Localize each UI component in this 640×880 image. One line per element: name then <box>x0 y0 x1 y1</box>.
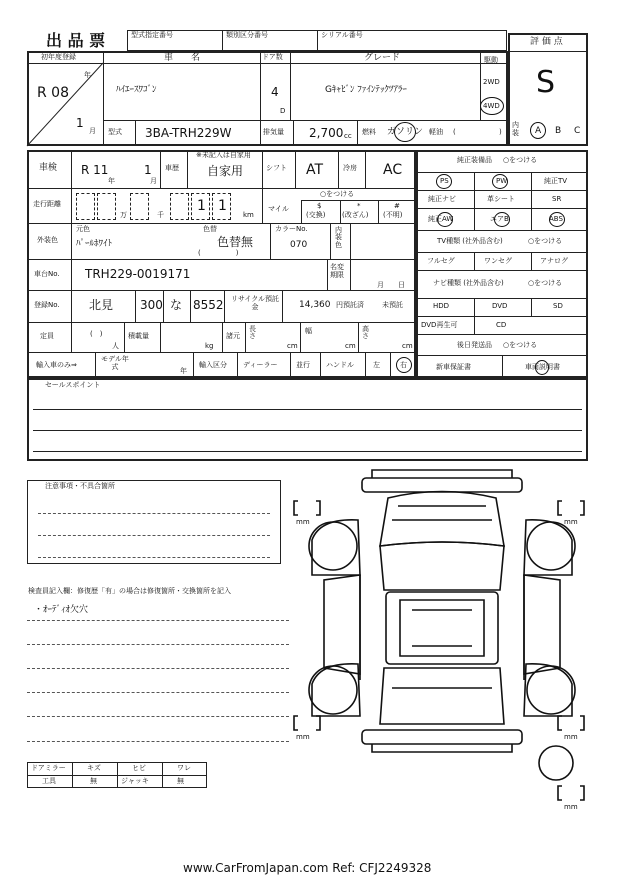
tire-unit-fl: mm <box>296 518 310 526</box>
grade-value: Gｷｬﾋﾞﾝ ﾌｧｲﾝﾃｯｸﾂｱﾗｰ <box>325 85 407 95</box>
chassis-value: TRH229-0019171 <box>85 267 191 281</box>
exterior-label: 外装色 <box>37 236 58 244</box>
model-label: 型式 <box>108 128 122 136</box>
import-only-label: 輸入車のみ⇒ <box>36 361 77 369</box>
inspection-month: 1 <box>144 163 152 177</box>
interior-label: 内装 <box>512 121 519 137</box>
inspection-label: 車検 <box>39 163 58 173</box>
recycle-amount: 14,360 <box>299 300 331 310</box>
inspection-era: R 11 <box>81 163 109 177</box>
light-oil-label: 軽油 <box>429 128 443 136</box>
capacity-label: 定員 <box>40 332 54 340</box>
displacement-label: 排気量 <box>263 128 284 136</box>
serial-label: シリアル番号 <box>321 31 363 39</box>
model-value: 3BA-TRH229W <box>145 126 232 140</box>
interior-color-label: 内装色 <box>335 226 342 249</box>
notes-title: 注意事項・不具合箇所 <box>45 482 115 490</box>
drive-label: 駆動 <box>484 56 498 64</box>
mileage-label: 走行距離 <box>33 200 61 208</box>
history-value: 自家用 <box>207 164 244 178</box>
reg-area: 北見 <box>89 298 114 312</box>
tire-unit-rl: mm <box>296 733 310 741</box>
color-no-value: 070 <box>290 240 308 250</box>
expiry-label: 名変期限 <box>330 263 344 279</box>
reg-class: 300 <box>140 298 163 312</box>
displacement-unit: cc <box>344 132 352 140</box>
exterior-color: ﾊﾟｰﾙﾎﾜｲﾄ <box>76 239 113 249</box>
mileage-digit-2: 1 <box>218 198 227 214</box>
interior-c: C <box>574 126 581 136</box>
fuel-value: ガソリン <box>387 127 424 137</box>
reg-number: 8552 <box>193 298 224 312</box>
sheet-title: 出 品 票 <box>46 31 106 50</box>
displacement-value: 2,700 <box>309 126 344 140</box>
inspector-entry: ・ｵｰﾃﾞｨｵ欠穴 <box>34 605 89 615</box>
ac-label: 冷房 <box>343 164 357 172</box>
tire-unit-fr: mm <box>564 518 578 526</box>
inspector-note: 検査員記入欄：修復歴「有」の場合は修復箇所・交換箇所を記入 <box>28 587 231 595</box>
color-change-value: 色替無 <box>217 235 254 249</box>
reg-kana: な <box>170 298 183 312</box>
car-name-label: 車 名 <box>164 53 201 63</box>
footer-ref: www.CarFromJapan.com Ref: CFJ2249328 <box>183 861 432 875</box>
rating-label: 評 価 点 <box>530 37 563 47</box>
door-suffix: D <box>280 107 286 115</box>
fuel-label: 燃料 <box>362 128 376 136</box>
reg-label: 登録No. <box>34 301 60 309</box>
drive-2wd: 2WD <box>483 78 500 86</box>
mile-label: マイル <box>268 205 289 213</box>
interior-b: B <box>555 126 562 136</box>
equip-title: 純正装備品 <box>457 156 492 164</box>
history-label: 車歴 <box>165 164 179 172</box>
month-unit: 月 <box>89 127 96 135</box>
drive-4wd: 4WD <box>483 102 500 110</box>
color-change-label: 色替 <box>203 225 217 233</box>
first-reg-year: R 08 <box>37 85 69 101</box>
recycle-label: リサイクル預託金 <box>230 295 280 312</box>
rating-value: S <box>536 65 556 100</box>
tire-unit-rr: mm <box>564 733 578 741</box>
orig-color-label: 元色 <box>76 225 90 233</box>
first-reg-month: 1 <box>76 116 84 130</box>
interior-a: A <box>535 126 542 136</box>
year-unit: 年 <box>84 71 91 79</box>
doors-value: 4 <box>271 85 279 99</box>
doors-label: ドア数 <box>262 53 283 61</box>
color-no-label: カラーNo. <box>275 225 308 233</box>
ac-value: AC <box>383 162 403 178</box>
history-note: ※未記入は自家用 <box>196 151 251 159</box>
mileage-check-note: ○をつける <box>320 190 355 198</box>
grade-label: グレード <box>364 53 401 63</box>
mileage-digit-1: 1 <box>197 198 206 214</box>
tire-unit-spare: mm <box>564 803 578 811</box>
chassis-label: 車台No. <box>34 270 60 278</box>
car-name: ﾊｲｴｰｽﾜｺﾞﾝ <box>116 85 157 95</box>
shift-value: AT <box>306 162 324 178</box>
sales-point-label: セールスポイント <box>45 381 101 389</box>
shift-label: シフト <box>266 164 287 172</box>
class-label: 類別区分番号 <box>226 31 268 39</box>
first-reg-label: 初年度登録 <box>41 53 76 61</box>
type-spec-label: 型式指定番号 <box>131 31 173 39</box>
